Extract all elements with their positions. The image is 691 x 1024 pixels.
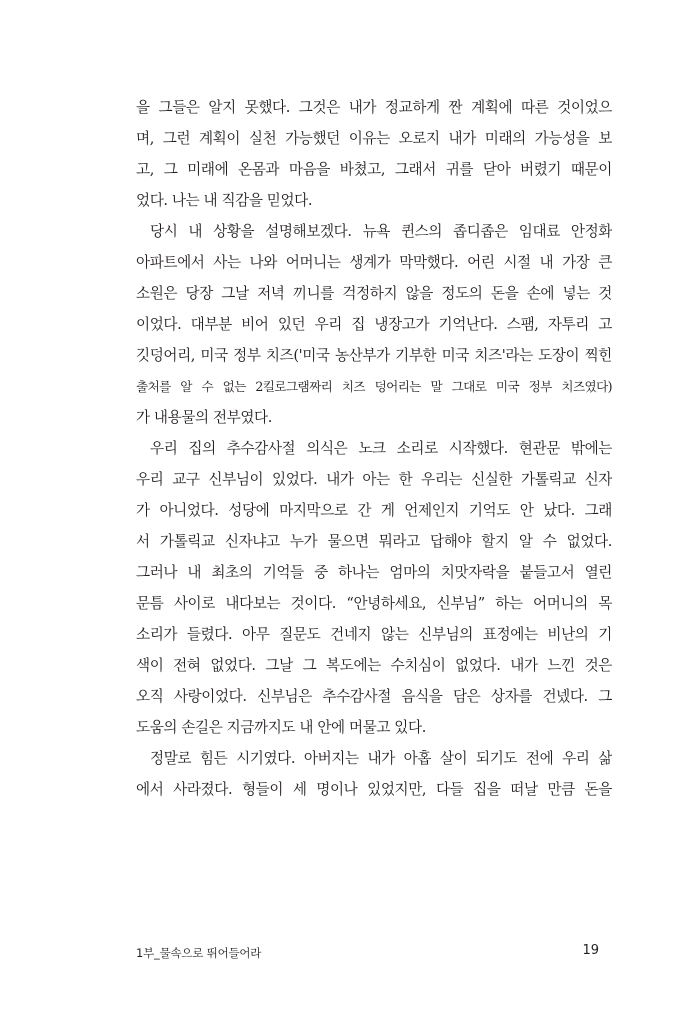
- text-line: 을 그들은 알지 못했다. 그것은 내가 정교하게 짠 계획에 따른 것이었으: [136, 99, 612, 116]
- text-line: 며, 그런 계획이 실천 가능했던 이유는 오로지 내가 미래의 가능성을 보: [136, 130, 612, 147]
- text-line: 아파트에서 사는 나와 어머니는 생계가 막막했다. 어린 시절 내 가장 큰: [136, 254, 612, 271]
- text-line: 이었다. 대부분 비어 있던 우리 집 냉장고가 기억난다. 스팸, 자투리 고: [136, 316, 612, 333]
- text-line: 었다. 나는 내 직감을 믿었다.: [136, 192, 313, 209]
- text-line: 깃덩어리, 미국 정부 치즈('미국 농산부가 기부한 미국 치즈'라는 도장이 찍힌: [136, 347, 612, 364]
- text-line: 정말로 힘든 시기였다. 아버지는 내가 아홉 살이 되기도 전에 우리 삶: [150, 750, 612, 767]
- text-line: 가 아니었다. 성당에 마지막으로 간 게 언제인지 기억도 안 났다. 그래: [136, 502, 612, 519]
- text-line: 고, 그 미래에 온몸과 마음을 바쳤고, 그래서 귀를 닫아 버렸기 때문이: [136, 161, 612, 178]
- text-line: 도움의 손길은 지금까지도 내 안에 머물고 있다.: [136, 719, 426, 736]
- text-line: 출처를 알 수 없는 2킬로그램짜리 치즈 덩어리는 말 그대로 미국 정부 치즈였다): [136, 379, 612, 394]
- page-number: 19: [582, 943, 599, 958]
- running-footer-section-title: 1부_물속으로 뛰어들어라: [136, 946, 262, 960]
- text-line: 당시 내 상황을 설명해보겠다. 뉴욕 퀸스의 좁디좁은 임대료 안정화: [150, 223, 612, 240]
- body-text: [136, 92, 612, 805]
- text-line: 에서 사라졌다. 형들이 세 명이나 있었지만, 다들 집을 떠날 만큼 돈을: [136, 781, 612, 798]
- text-line: 소원은 당장 그날 저녁 끼니를 걱정하지 않을 정도의 돈을 손에 넣는 것: [136, 285, 612, 302]
- text-line: 오직 사랑이었다. 신부님은 추수감사절 음식을 담은 상자를 건넸다. 그: [136, 688, 612, 705]
- text-line: 색이 전혀 없었다. 그날 그 복도에는 수치심이 없었다. 내가 느낀 것은: [136, 657, 612, 674]
- text-line: 서 가톨릭교 신자냐고 누가 물으면 뭐라고 답해야 할지 알 수 없었다.: [136, 533, 612, 550]
- text-line: 문틈 사이로 내다보는 것이다. “안녕하세요, 신부님” 하는 어머니의 목: [136, 595, 612, 612]
- text-line: 우리 집의 추수감사절 의식은 노크 소리로 시작했다. 현관문 밖에는: [150, 440, 612, 457]
- text-line: 소리가 들렸다. 아무 질문도 건네지 않는 신부님의 표정에는 비난의 기: [136, 626, 612, 643]
- text-line: 우리 교구 신부님이 있었다. 내가 아는 한 우리는 신실한 가톨릭교 신자: [136, 471, 612, 488]
- text-line: 가 내용물의 전부였다.: [136, 409, 272, 426]
- text-line: 그러나 내 최초의 기억들 중 하나는 엄마의 치맛자락을 붙들고서 열린: [136, 564, 612, 581]
